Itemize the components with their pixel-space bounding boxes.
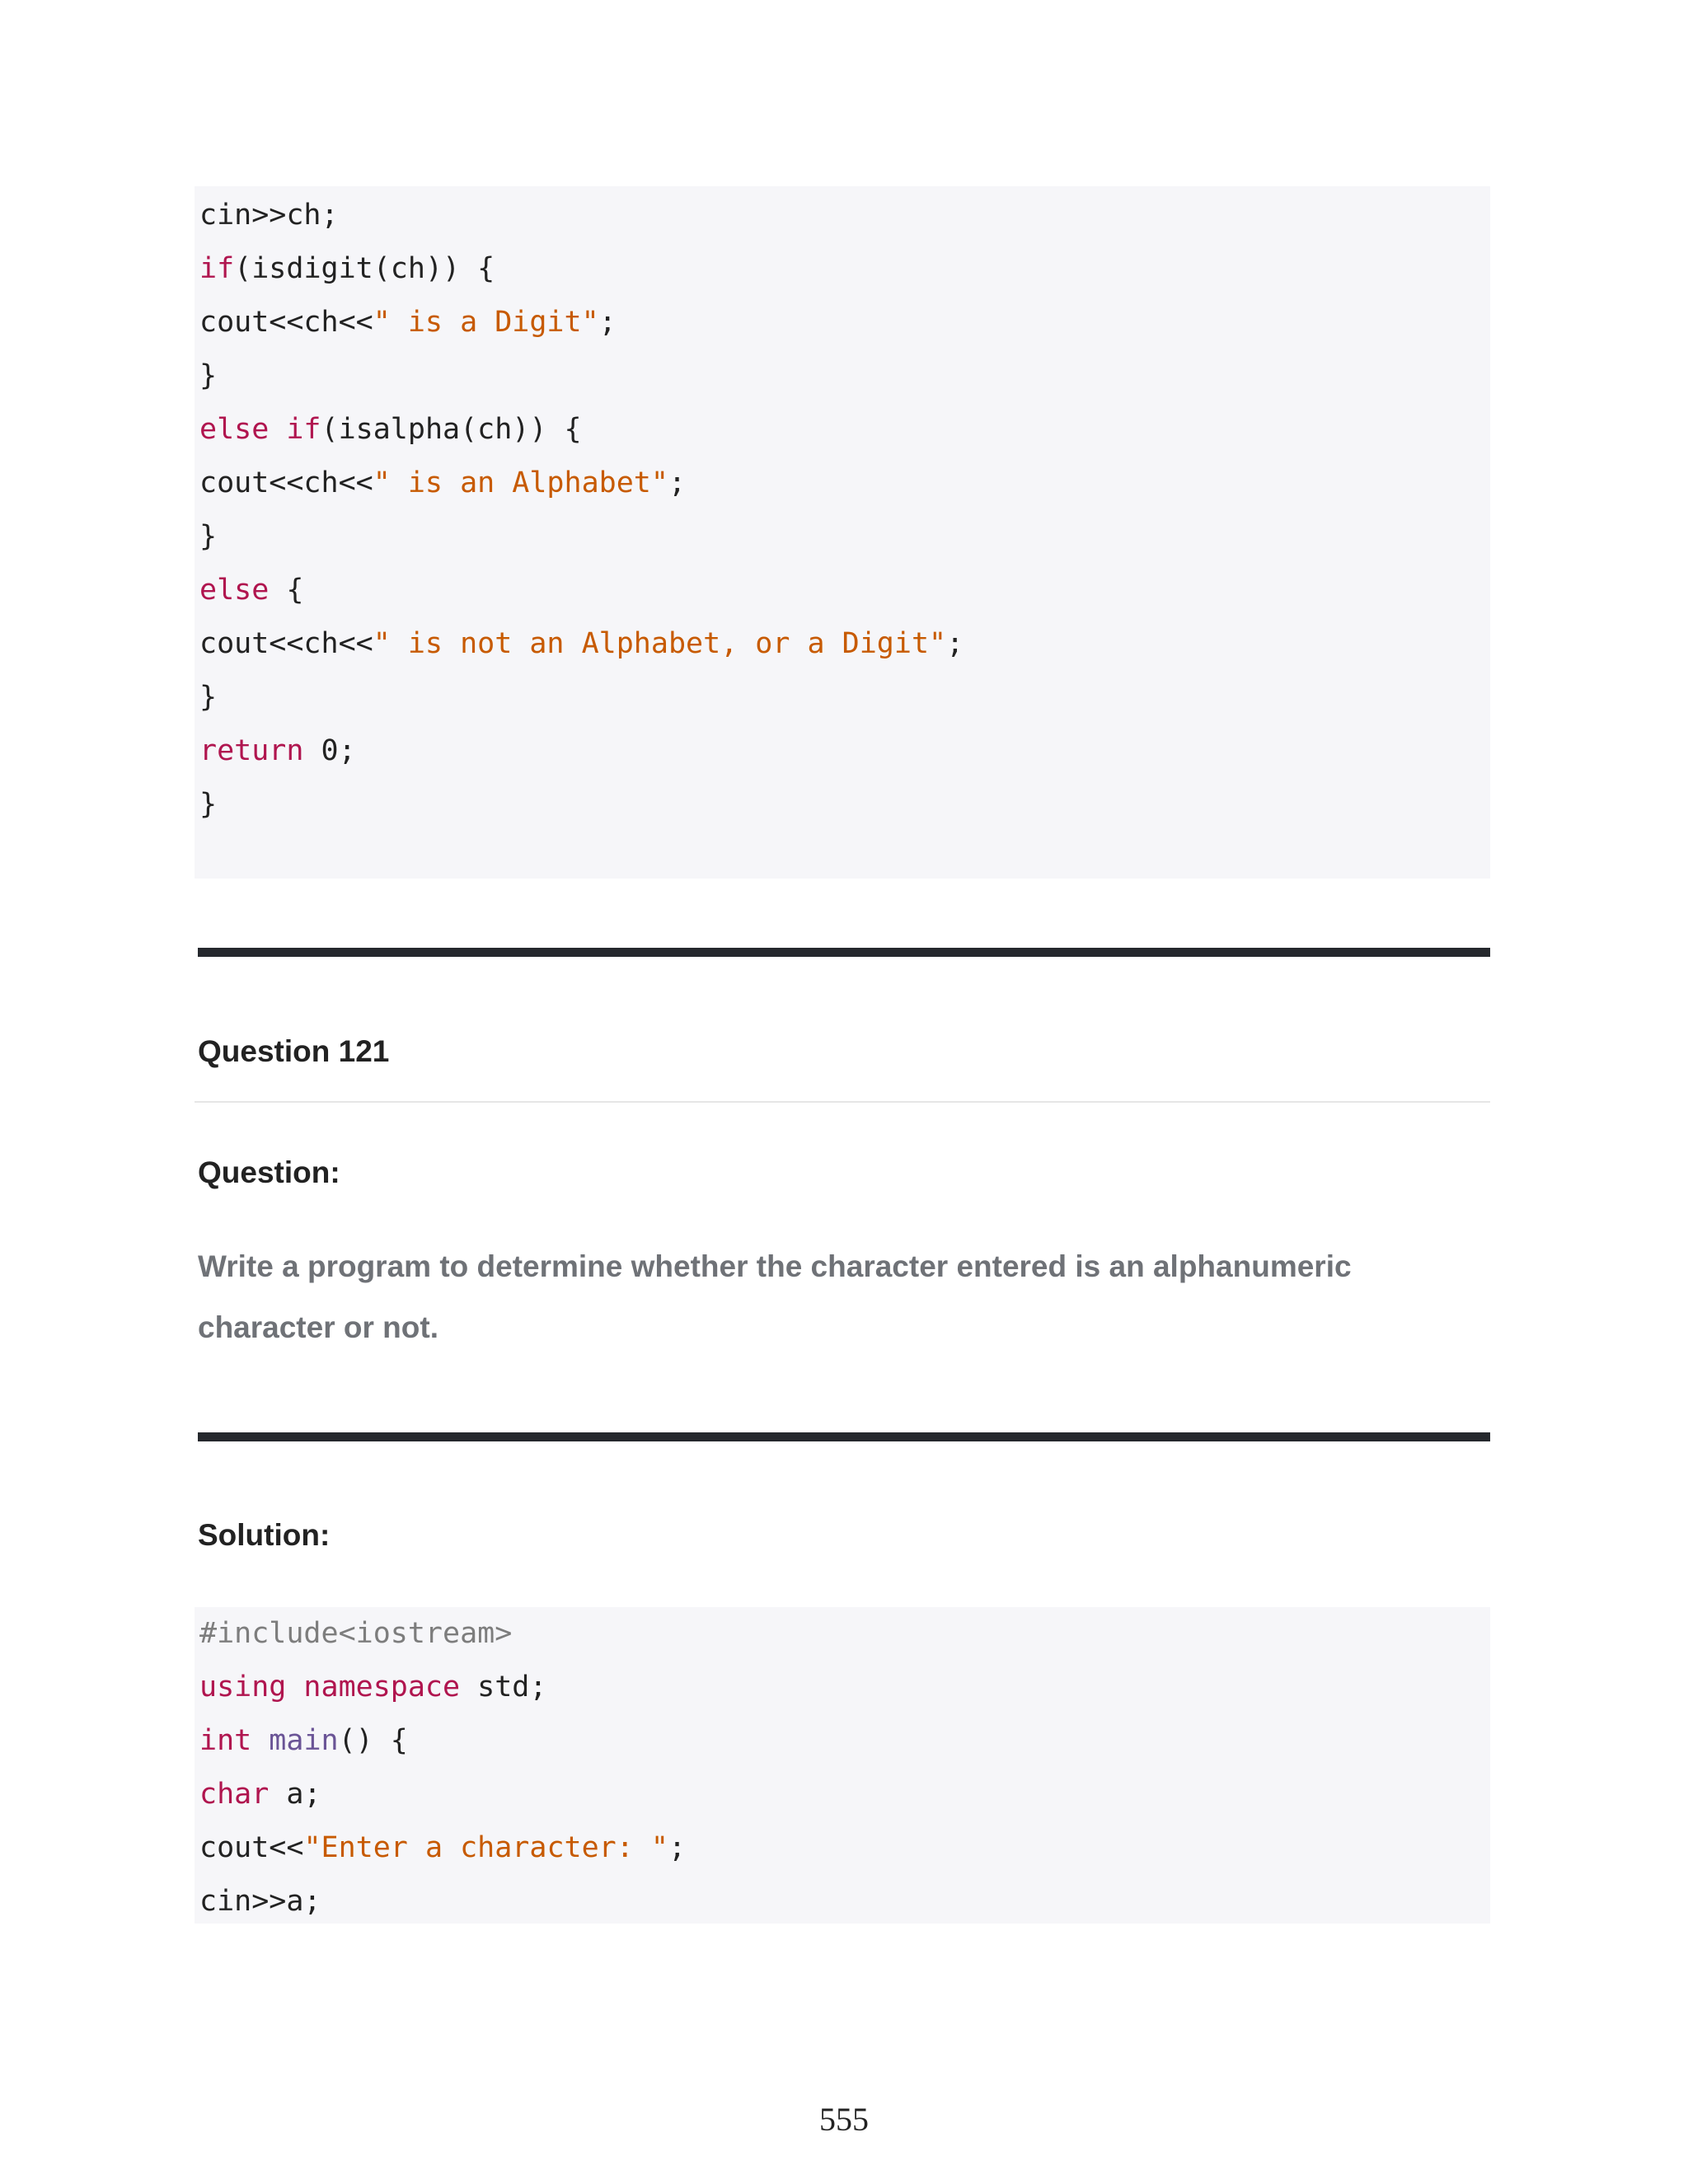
code-preprocessor: #include<iostream> — [199, 1617, 513, 1650]
code-text: cout<<ch<< — [199, 466, 373, 499]
code-keyword: if — [199, 252, 235, 285]
page-number: 555 — [819, 2101, 869, 2138]
code-block-bottom — [195, 1607, 1490, 1924]
code-line — [199, 724, 1490, 778]
heading-underline — [195, 1101, 1490, 1103]
question-text: Write a program to determine whether the character entered is an alphanumeric character or not. — [198, 1249, 1352, 1344]
code-function: main — [269, 1724, 339, 1757]
code-text: cout<< — [199, 1831, 304, 1864]
section-divider — [198, 948, 1490, 957]
code-text: ; — [668, 1831, 687, 1864]
code-line — [199, 1821, 1490, 1875]
code-text: a; — [269, 1778, 321, 1811]
code-text: 0; — [303, 734, 356, 767]
question-number-heading: Question 121 — [198, 1034, 390, 1068]
code-text: cin>>ch; — [199, 199, 339, 232]
solution-label: Solution: — [198, 1518, 331, 1552]
code-string: " is not an Alphabet, or a Digit" — [373, 627, 947, 660]
code-keyword: int — [199, 1724, 252, 1757]
code-text: std; — [460, 1671, 547, 1704]
code-string: "Enter a character: " — [303, 1831, 668, 1864]
code-text: } — [199, 788, 218, 821]
code-text: cout<<ch<< — [199, 306, 373, 339]
code-line — [199, 296, 1490, 349]
code-text: (isdigit(ch)) { — [234, 252, 495, 285]
question-label: Question: — [198, 1155, 340, 1189]
code-text: (isalpha(ch)) { — [321, 413, 582, 446]
code-line — [199, 403, 1490, 457]
code-text — [251, 1724, 269, 1757]
code-line — [199, 564, 1490, 617]
code-keyword: using namespace — [199, 1671, 461, 1704]
code-line — [199, 1875, 1490, 1929]
code-text: () { — [338, 1724, 408, 1757]
code-line — [199, 510, 1490, 564]
code-line — [199, 1768, 1490, 1821]
code-string: " is a Digit" — [373, 306, 599, 339]
code-line — [199, 242, 1490, 296]
code-line — [199, 1661, 1490, 1714]
code-keyword: char — [199, 1778, 270, 1811]
code-text: } — [199, 681, 218, 714]
code-text: ; — [668, 466, 687, 499]
code-text: cout<<ch<< — [199, 627, 373, 660]
code-line — [199, 1714, 1490, 1768]
code-text: } — [199, 359, 218, 392]
code-line — [199, 457, 1490, 510]
code-keyword: else — [199, 574, 270, 607]
code-line — [199, 349, 1490, 403]
code-line — [199, 189, 1490, 242]
code-text: cin>>a; — [199, 1885, 321, 1918]
code-block-top — [195, 186, 1490, 879]
code-line — [199, 617, 1490, 671]
code-text: ; — [946, 627, 964, 660]
code-line — [199, 671, 1490, 724]
code-text: ; — [598, 306, 617, 339]
code-text: } — [199, 520, 218, 553]
code-line — [199, 1607, 1490, 1661]
code-text: { — [269, 574, 304, 607]
section-divider — [198, 1432, 1490, 1441]
code-keyword: else if — [199, 413, 321, 446]
code-keyword: return — [199, 734, 304, 767]
code-line — [199, 778, 1490, 832]
code-string: " is an Alphabet" — [373, 466, 668, 499]
